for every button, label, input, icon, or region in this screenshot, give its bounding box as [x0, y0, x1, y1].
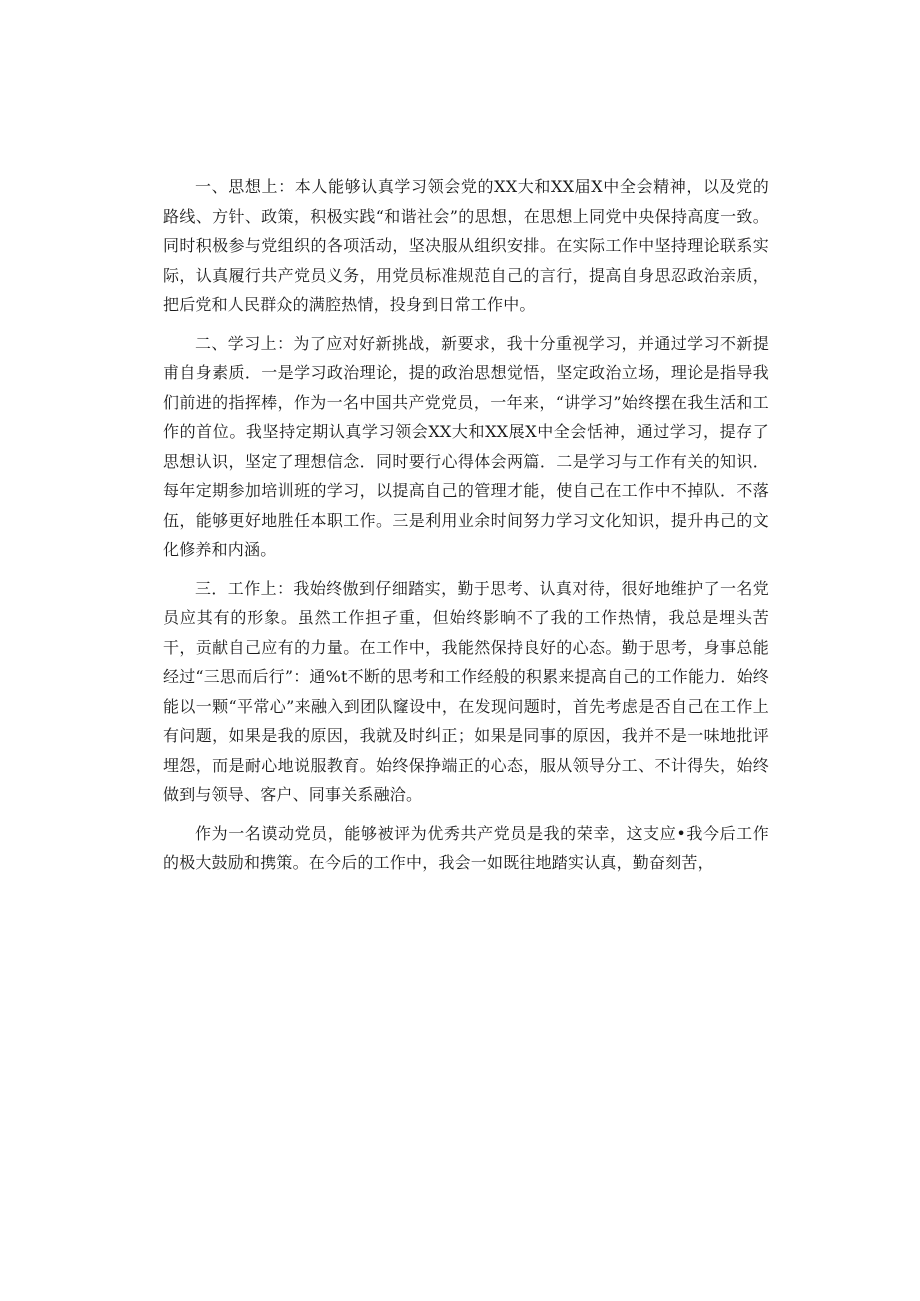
paragraph-thought: 一、思想上：本人能够认真学习领会党的XX大和XX届X中全会精神，以及党的路线、方针、政策，积极实践“和谐社会”的思想，在思想上同党中央保持高度一致。同时积极参与党组织的各项活动，坚决服从组织安排。在实际工作中坚持理论联系实际，认真履行共产党员义务，用党员标准规范自己的言行，提高自身思忍政治亲质，把后党和人民群众的满腔热情，投身到日常工作中。 [163, 177, 769, 314]
paragraph-work: 三．工作上：我始终傲到仔细踏实，勤于思考、认真对待，很好地维护了一名党员应其有的形象。虽然工作担孑重，但始终影晌不了我的工作热情，我总是埋头苦干，贡献自己应有的力量。在工作中，我能然保持良好的心态。勤于思考，身事总能经过“三思而后行”：通%t不断的思考和工作经般的积累来提高自己的工作能力．始终能以一颗“平常心”来融入到团队窿设中，在发现问题时，首先考虑是否自己在工作上有问题，如果是我的原因，我就及时纠正；如果是同事的原因，我并不是一味地批评埋怨，而是耐心地说服教育。始终保挣端正的心态，服从领导分工、不计得失，始终做到与领导、客户、同事关系融洽。 [163, 578, 769, 804]
document-body [163, 172, 769, 887]
paragraph-study: 二、学习上：为了应对好新挑战，新要求，我十分重视学习，并通过学习不新提甫自身素质．一是学习政治理论，提的政治思想觉悟，坚定政治立场，理论是指导我们前进的指挥棒，作为一名中国共产党党员，一年来，“讲学习”始终摆在我生活和工作的首位。我坚持定期认真学习领会XX大和XX展X中全会恬神，通过学习，提存了思想认识，坚定了理想信念．同时要行心得体会两篇．二是学习与工作有关的知识．每年定期参加培训班的学习，以提高自己的管理才能，使自己在工作中不掉队．不落伍，能够更好地胜任本职工作。三是利用业余时间努力学习文化知识，提升冉己的文化修养和内涵。 [163, 333, 769, 559]
paragraph-conclusion: 作为一名谟动党员，能够被评为优秀共产党员是我的荣幸，这支应•我今后工作的极大鼓励和携策。在今后的工作中，我会一如既往地踏实认真，勤奋刻苦， [163, 823, 769, 872]
